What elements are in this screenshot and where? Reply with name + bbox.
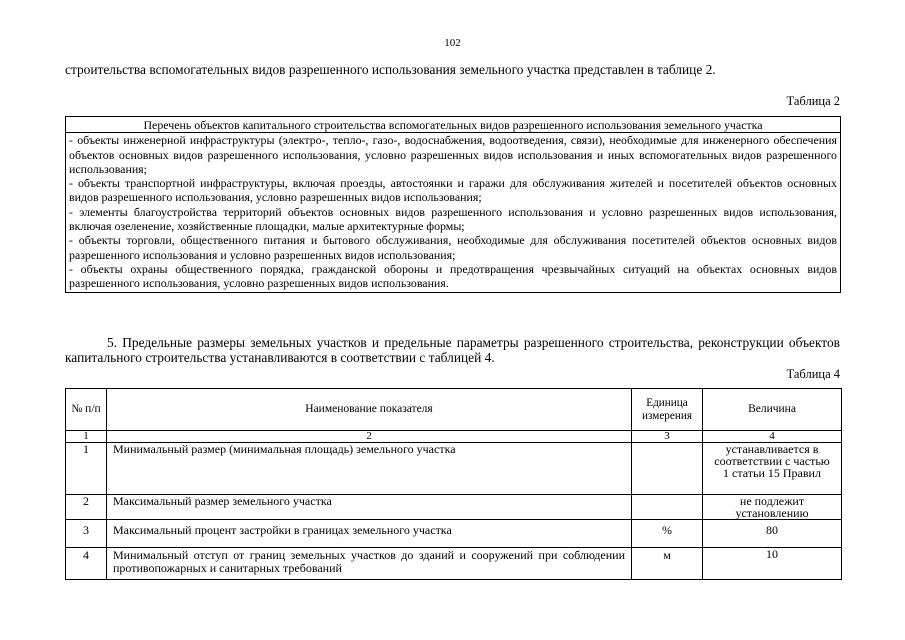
table2: [65, 116, 841, 293]
header-name: Наименование показателя: [107, 389, 632, 431]
row-num: 2: [66, 495, 107, 520]
column-number: 4: [703, 431, 842, 443]
row-unit: [632, 495, 703, 520]
column-number: 1: [66, 431, 107, 443]
row-unit: [632, 443, 703, 495]
header-value: Величина: [703, 389, 842, 431]
row-value: 80: [703, 520, 842, 548]
row-num: 1: [66, 443, 107, 495]
table2-body: [66, 133, 841, 292]
row-name: Минимальный размер (минимальная площадь) земельного участка: [107, 443, 632, 495]
table4-header-row: [66, 389, 842, 431]
table-row: [66, 495, 842, 520]
section5-text: 5. Предельные размеры земельных участков и предельные параметры разрешенного строительства, реконструкции объектов капитального строительства устанавливаются в соответствии с таблицей 4.: [65, 335, 840, 365]
section5-paragraph: [65, 335, 840, 365]
row-name: Минимальный отступ от границ земельных участков до зданий и сооружений при соблюдении противопожарных и санитарных требований: [107, 548, 632, 580]
table2-header: Перечень объектов капитального строительства вспомогательных видов разрешенного использования земельного участка: [66, 117, 841, 133]
table2-item: - объекты охраны общественного порядка, гражданской обороны и предотвращения чрезвычайных ситуаций на объектах основных видов разрешенного использования, условно разрешенных видов использования.: [69, 261, 837, 291]
table2-item: - объекты торговли, общественного питания и бытового обслуживания, необходимые для обслуживания посетителей объектов основных видов разрешенного использования и условно разрешенных видов использования;: [69, 233, 837, 262]
table4: [65, 388, 842, 580]
column-number: 3: [632, 431, 703, 443]
row-num: 4: [66, 548, 107, 580]
row-num: 3: [66, 520, 107, 548]
table2-item: - элементы благоустройства территорий объектов основных видов разрешенного использования и условно разрешенных видов использования, включая озеленение, хозяйственные площадки, малые архитектурные формы;: [69, 204, 837, 234]
row-unit: %: [632, 520, 703, 548]
row-value: не подлежит установлению: [703, 495, 842, 520]
header-unit: Единица измерения: [632, 389, 703, 431]
row-name: Максимальный процент застройки в границах земельного участка: [107, 520, 632, 548]
table-row: [66, 548, 842, 580]
row-unit: м: [632, 548, 703, 580]
table4-column-numbers-row: [66, 431, 842, 443]
table2-item: - объекты инженерной инфраструктуры (электро-, тепло-, газо-, водоснабжения, водоотведения, связи), необходимые для инженерного обеспечения объектов основных видов разрешенного использования, условно разрешенных видов использования и иных вспомогательных видов разрешенного использования;: [69, 133, 837, 176]
row-name: Максимальный размер земельного участка: [107, 495, 632, 520]
intro-paragraph: строительства вспомогательных видов разрешенного использования земельного участка представлен в таблице 2.: [65, 62, 716, 77]
table2-item: - объекты транспортной инфраструктуры, включая проезды, автостоянки и гаражи для обслуживания жителей и посетителей объектов основных видов разрешенного использования, условно разрешенных видов использования;: [69, 176, 837, 205]
row-value: устанавливается в соответствии с частью 1 статьи 15 Правил: [703, 443, 842, 495]
table-row: [66, 443, 842, 495]
header-num: № п/п: [66, 389, 107, 431]
column-number: 2: [107, 431, 632, 443]
table4-caption: Таблица 4: [786, 367, 840, 381]
table-row: [66, 520, 842, 548]
table2-caption: Таблица 2: [786, 94, 840, 108]
row-value: 10: [703, 548, 842, 580]
page-number: 102: [444, 37, 461, 49]
